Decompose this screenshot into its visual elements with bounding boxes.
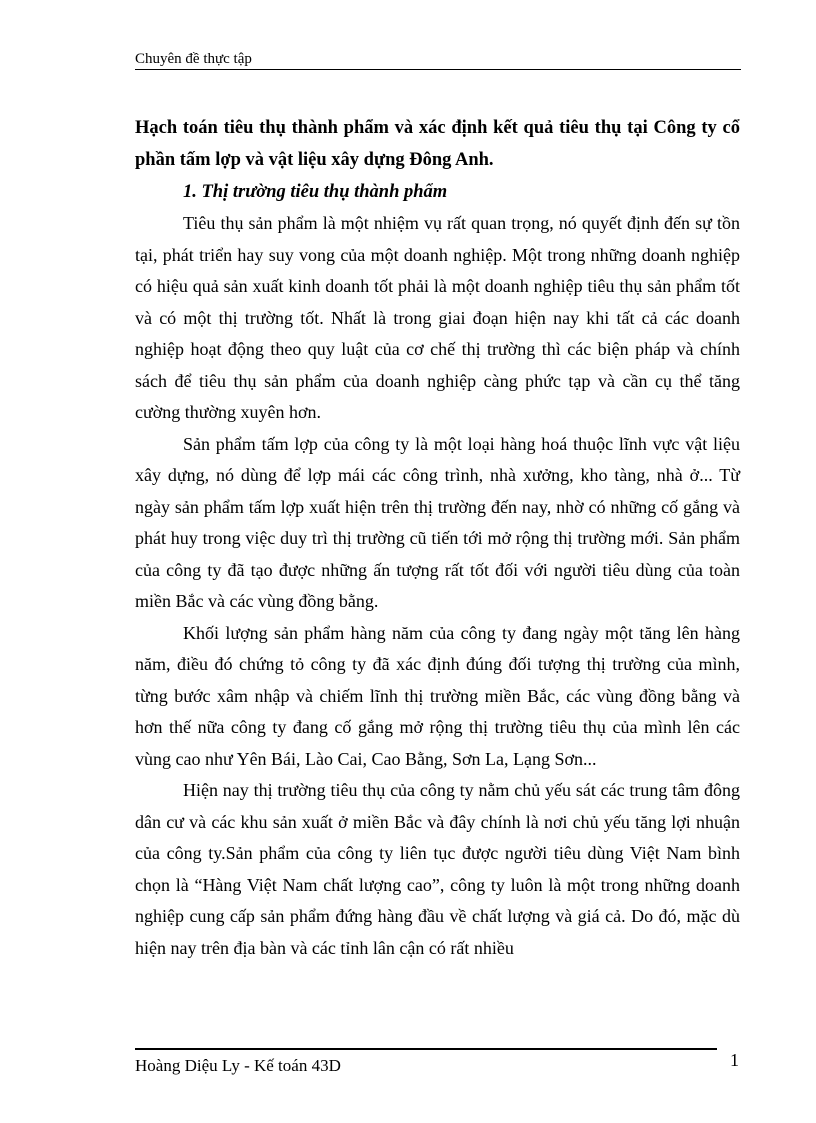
paragraph-2: Sản phẩm tấm lợp của công ty là một loại hàng hoá thuộc lĩnh vực vật liệu xây dựng, nó dùng để lợp mái các công trình, nhà xưởng, kho tàng, nhà ở... Từ ngày sản phẩm tấm lợp xuất hiện trên thị trường đến nay, nhờ có những cố gắng và phát huy trong việc duy trì thị trường cũ tiến tới mở rộng thị trường mới. Sản phẩm của công ty đã tạo được những ấn tượng rất tốt đối với người tiêu dùng của toàn miền Bắc và các vùng đồng bằng. [135,433,740,611]
page-header [135,50,741,70]
footer-divider [135,1048,717,1050]
page-content [135,112,740,964]
footer-author: Hoàng Diệu Ly - Kế toán 43D [135,1056,341,1075]
paragraph-4: Hiện nay thị trường tiêu thụ của công ty nằm chủ yếu sát các trung tâm đông dân cư và các khu sản xuất ở miền Bắc và đây chính là nơi chủ yếu tăng lợi nhuận của công ty.Sản phẩm của công ty liên tục được người tiêu dùng Việt Nam bình chọn là “Hàng Việt Nam chất lượng cao”, công ty luôn là một trong những doanh nghiệp cung cấp sản phẩm đứng hàng đầu về chất lượng và giá cả. Do đó, mặc dù hiện nay trên địa bàn và các tỉnh lân cận có rất nhiều [135,780,740,958]
page-number: 1 [730,1050,739,1070]
paragraph-3: Khối lượng sản phẩm hàng năm của công ty đang ngày một tăng lên hàng năm, điều đó chứng tỏ công ty đã xác định đúng đối tượng thị trường của mình, từng bước xâm nhập và chiếm lĩnh thị trường miền Bắc, các vùng đồng bằng và hơn thế nữa công ty đang cố gắng mở rộng thị trường tiêu thụ của mình lên các vùng cao như Yên Bái, Lào Cai, Cao Bằng, Sơn La, Lạng Sơn... [135,622,740,769]
paragraph-1: Tiêu thụ sản phẩm là một nhiệm vụ rất quan trọng, nó quyết định đến sự tồn tại, phát triển hay suy vong của một doanh nghiệp. Một trong những doanh nghiệp có hiệu quả sản xuất kinh doanh tốt phải là một doanh nghiệp tiêu thụ sản phẩm tốt và có một thị trường tốt. Nhất là trong giai đoạn hiện nay khi tất cả các doanh nghiệp hoạt động theo quy luật của cơ chế thị trường thì các biện pháp và chính sách để tiêu thụ sản phẩm của doanh nghiệp càng phức tạp và cần cụ thể tăng cường thường xuyên hơn. [135,213,740,422]
header-text: Chuyên đề thực tập [135,51,252,67]
section-heading: 1. Thị trường tiêu thụ thành phẩm [183,182,448,202]
document-title: Hạch toán tiêu thụ thành phẩm và xác định kết quả tiêu thụ tại Công ty cổ phần tấm lợp và vật liệu xây dựng Đông Anh. [135,118,740,170]
